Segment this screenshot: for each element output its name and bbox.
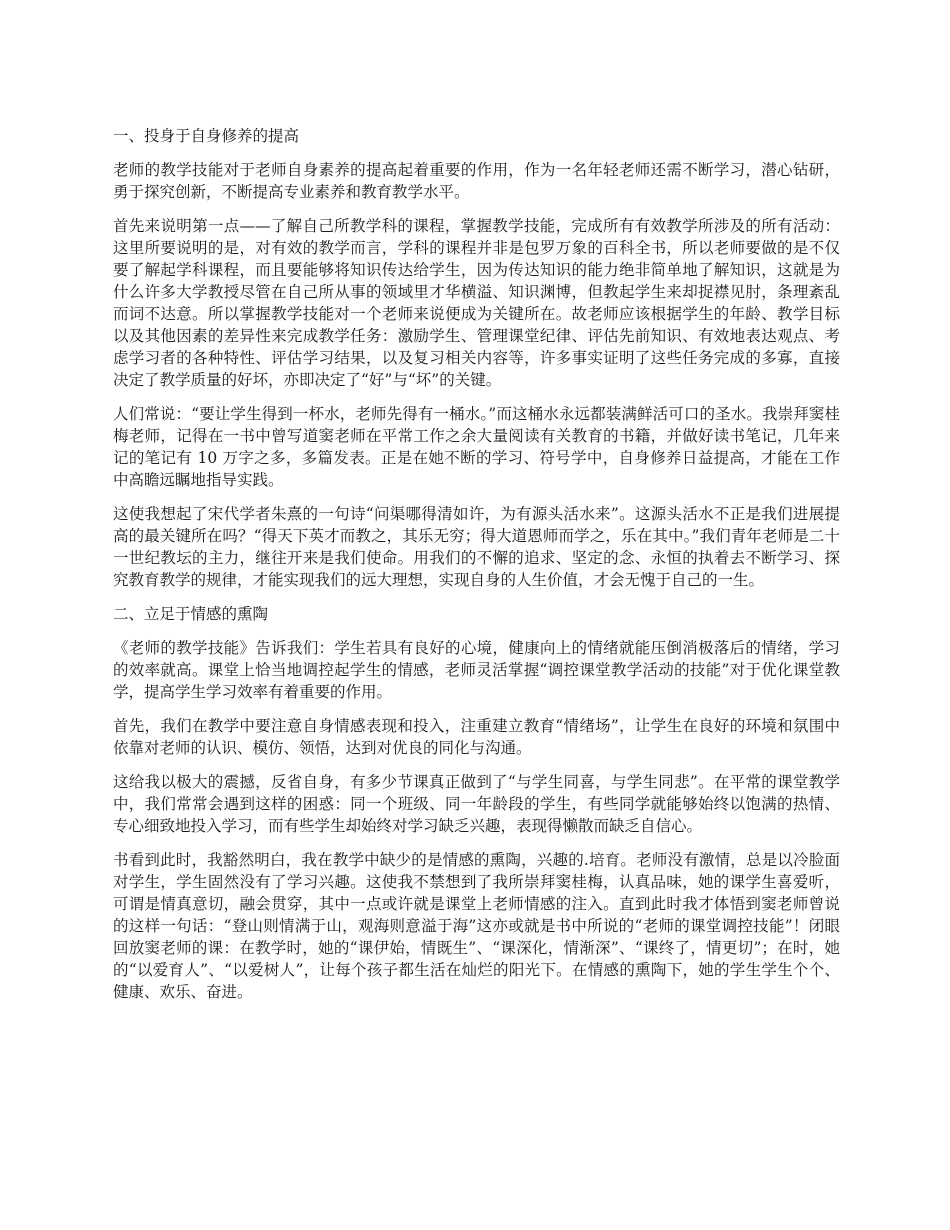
section-1	[113, 125, 840, 591]
document-body	[113, 125, 840, 1015]
paragraph: 这给我以极大的震撼，反省自身，有多少节课真正做到了“与学生同喜，与学生同悲”。在平常的课堂教学中，我们常常会遇到这样的困惑：同一个班级、同一年龄段的学生，有些同学就能够始终以饱满的热情、专心细致地投入学习，而有些学生却始终对学习缺乏兴趣，表现得懒散而缺乏自信心。	[113, 773, 840, 835]
paragraph: 首先，我们在教学中要注意自身情感表现和投入，注重建立教育“情绪场”，让学生在良好的环境和氛围中依靠对老师的认识、模仿、领悟，达到对优良的同化与沟通。	[113, 717, 840, 757]
paragraph: 《老师的教学技能》告诉我们：学生若具有良好的心境，健康向上的情绪就能压倒消极落后的情绪，学习的效率就高。课堂上恰当地调控起学生的情感，老师灵活掌握“调控课堂教学活动的技能”对于优化课堂教学，提高学生学习效率有着重要的作用。	[113, 639, 840, 701]
section-heading: 一、投身于自身修养的提高	[113, 127, 300, 145]
paragraph: 这使我想起了宋代学者朱熹的一句诗“问渠哪得清如许，为有源头活水来”。这源头活水不正是我们进展提高的最关键所在吗？“得天下英才而教之，其乐无穷；得大道恩师而学之，乐在其中。”我们青年老师是二十一世纪教坛的主力，继往开来是我们使命。用我们的不懈的追求、坚定的念、永恒的执着去不断学习、探究教育教学的规律，才能实现我们的远大理想，实现自身的人生价值，才会无愧于自己的一生。	[113, 505, 840, 589]
paragraph: 人们常说：“要让学生得到一杯水，老师先得有一桶水。”而这桶水永远都装满鲜活可口的圣水。我崇拜窦桂梅老师，记得在一书中曾写道窦老师在平常工作之余大量阅读有关教育的书籍，并做好读书笔记，几年来记的笔记有 10 万字之多，多篇发表。正是在她不断的学习、符号学中，自身修养日益提高，才能在工作中高瞻远瞩地指导实践。	[113, 405, 840, 489]
section-2	[113, 603, 840, 1003]
paragraph: 书看到此时，我豁然明白，我在教学中缺少的是情感的熏陶，兴趣的.培育。老师没有激情，总是以冷脸面对学生，学生固然没有了学习兴趣。这使我不禁想到了我所崇拜窦桂梅，认真品味，她的课学生喜爱听，可谓是情真意切，融会贯穿，其中一点或许就是课堂上老师情感的注入。直到此时我才体悟到窦老师曾说的这样一句话：“登山则情满于山，观海则意溢于海”这亦或就是书中所说的“老师的课堂调控技能”！闭眼回放窦老师的课：在教学时，她的“课伊始，情既生”、“课深化，情渐深”、“课终了，情更切”；在时，她的“以爱育人”、“以爱树人”，让每个孩子都生活在灿烂的阳光下。在情感的熏陶下，她的学生学生个个、健康、欢乐、奋进。	[113, 851, 840, 1001]
paragraph: 老师的教学技能对于老师自身素养的提高起着重要的作用，作为一名年轻老师还需不断学习，潜心钻研，勇于探究创新，不断提高专业素养和教育教学水平。	[113, 161, 840, 201]
section-heading: 二、立足于情感的熏陶	[113, 605, 269, 623]
paragraph: 首先来说明第一点——了解自己所教学科的课程，掌握教学技能，完成所有有效教学所涉及的所有活动：这里所要说明的是，对有效的教学而言，学科的课程并非是包罗万象的百科全书，所以老师要做的是不仅要了解起学科课程，而且要能够将知识传达给学生，因为传达知识的能力绝非简单地了解知识，这就是为什么许多大学教授尽管在自己所从事的领域里才华横溢、知识渊博，但教起学生来却捉襟见肘，条理紊乱而词不达意。所以掌握教学技能对一个老师来说便成为关键所在。故老师应该根据学生的年龄、教学目标以及其他因素的差异性来完成教学任务：激励学生、管理课堂纪律、评估先前知识、有效地表达观点、考虑学习者的各种特性、评估学习结果，以及复习相关内容等，许多事实证明了这些任务完成的多寡，直接决定了教学质量的好坏，亦即决定了“好”与“坏”的关键。	[113, 217, 840, 389]
